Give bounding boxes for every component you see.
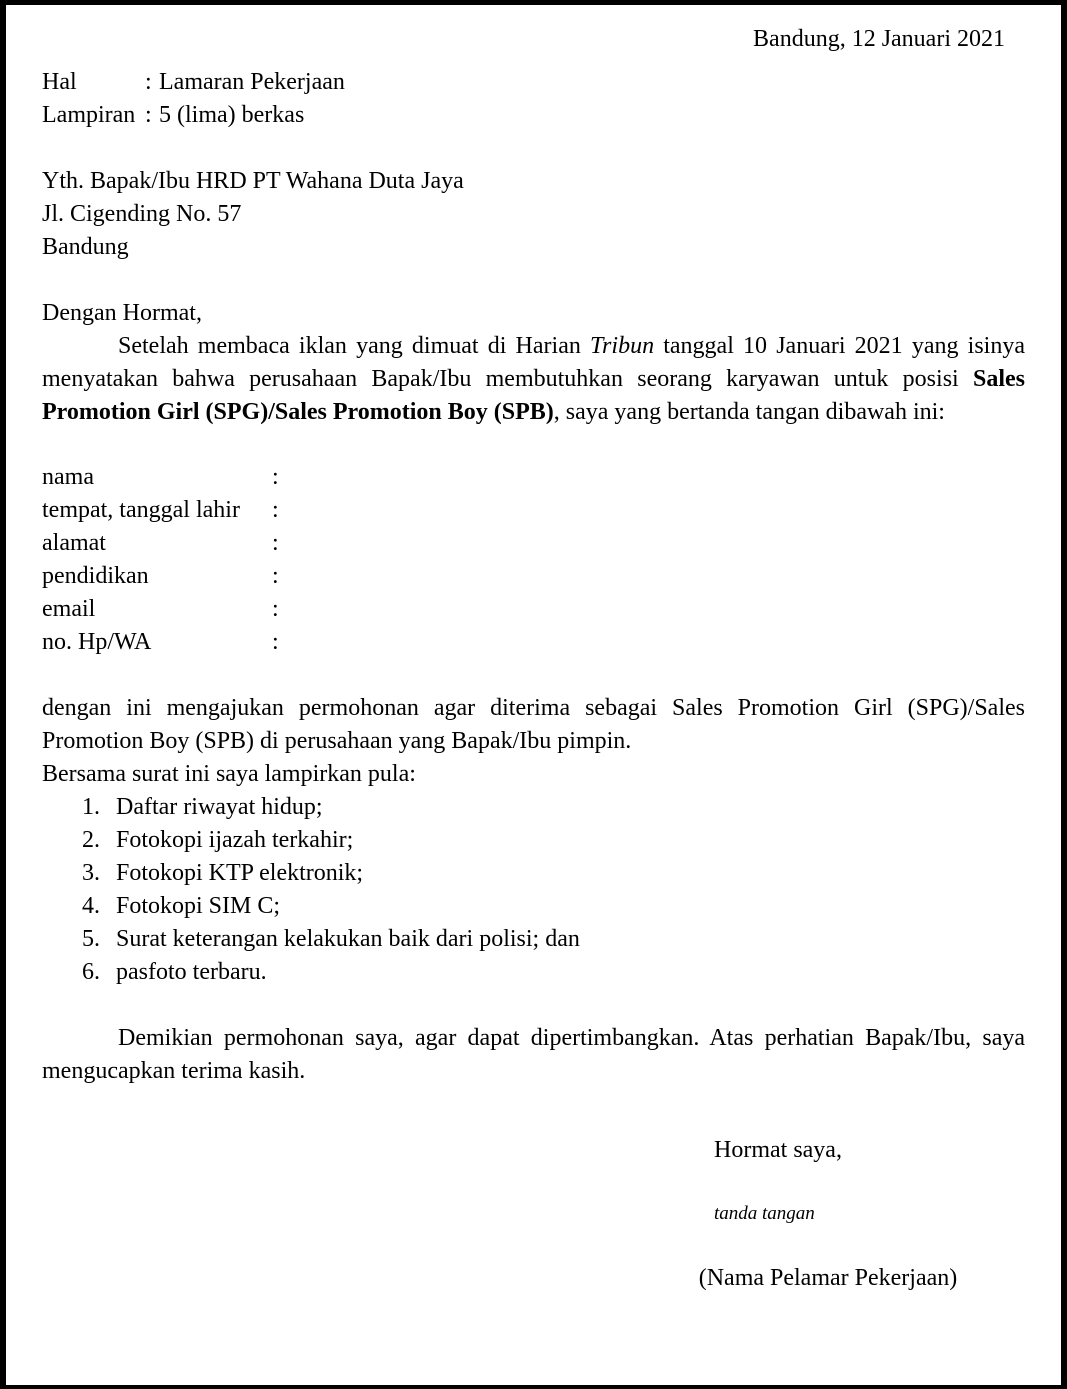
field-value-alamat[interactable] [292, 527, 1025, 560]
opening-part-1: Setelah membaca iklan yang dimuat di Harian [118, 333, 591, 359]
field-value-pendidikan[interactable] [292, 560, 1025, 593]
spacer-before-signature [714, 1094, 1025, 1134]
signature-placeholder: tanda tangan [714, 1203, 815, 1224]
subject-block [42, 66, 1025, 132]
field-label-alamat: alamat [42, 530, 106, 556]
field-colon-pendidikan: : [272, 563, 279, 589]
field-row [42, 560, 1025, 593]
hal-separator: : [145, 69, 152, 95]
lampiran-label: Lampiran [42, 102, 136, 128]
field-row [42, 626, 1025, 659]
hal-label: Hal [42, 69, 77, 95]
opening-paragraph [42, 330, 1025, 429]
field-colon-alamat: : [272, 530, 279, 556]
field-label-email: email [42, 596, 96, 622]
opening-part-3: , saya yang bertanda tangan dibawah ini: [553, 399, 945, 425]
date-line: Bandung, 12 Januari 2021 [753, 26, 1005, 52]
list-item-number: 4. [82, 893, 100, 919]
list-item-number: 1. [82, 794, 100, 820]
list-item-label: pasfoto terbaru. [116, 959, 267, 985]
list-item [42, 824, 1025, 857]
field-colon-no-hp-wa: : [272, 629, 279, 655]
addressee-line-3: Bandung [42, 234, 129, 260]
field-value-no-hp-wa[interactable] [292, 626, 1025, 659]
list-item-label: Fotokopi KTP elektronik; [116, 860, 364, 886]
field-label-tempat-tanggal-lahir: tempat, tanggal lahir [42, 497, 240, 523]
field-label-no-hp-wa: no. Hp/WA [42, 629, 152, 655]
field-row [42, 461, 1025, 494]
field-value-email[interactable] [292, 593, 1025, 626]
list-item-number: 3. [82, 860, 100, 886]
field-label-nama: nama [42, 464, 94, 490]
document-sheet [42, 23, 1025, 1385]
field-row [42, 527, 1025, 560]
addressee-line-2: Jl. Cigending No. 57 [42, 201, 242, 227]
list-item [42, 791, 1025, 824]
list-item-number: 2. [82, 827, 100, 853]
spacer-after-fields [42, 659, 1025, 692]
attachments-intro: Bersama surat ini saya lampirkan pula: [42, 761, 416, 787]
field-value-nama[interactable] [292, 461, 1025, 494]
field-row [42, 494, 1025, 527]
list-item [42, 923, 1025, 956]
field-label-pendidikan: pendidikan [42, 563, 149, 589]
list-item-label: Fotokopi ijazah terkahir; [116, 827, 354, 853]
addressee-line-1: Yth. Bapak/Ibu HRD PT Wahana Duta Jaya [42, 168, 464, 194]
list-item-number: 6. [82, 959, 100, 985]
list-item-number: 5. [82, 926, 100, 952]
field-row [42, 593, 1025, 626]
lampiran-value: 5 (lima) berkas [159, 102, 305, 128]
spacer-after-addressee [42, 264, 1025, 297]
closing-paragraph: Demikian permohonan saya, agar dapat dipertimbangkan. Atas perhatian Bapak/Ibu, saya mengucapkan terima kasih. [42, 1025, 1025, 1084]
attachments-list [42, 791, 1025, 989]
spacer-after-subject [42, 132, 1025, 165]
closing-salutation: Hormat saya, [714, 1137, 842, 1163]
list-item [42, 956, 1025, 989]
salutation: Dengan Hormat, [42, 300, 202, 326]
opening-part-2: tanggal 10 Januari 2021 yang isinya menyatakan bahwa perusahaan Bapak/Ibu membutuhkan seorang karyawan untuk posisi [42, 333, 1025, 392]
position-title: Sales Promotion Girl (SPG)/Sales Promotion Boy (SPB) [42, 366, 1025, 425]
applicant-fields [42, 461, 1025, 659]
field-colon-nama: : [272, 464, 279, 490]
field-colon-tempat-tanggal-lahir: : [272, 497, 279, 523]
hal-value: Lamaran Pekerjaan [159, 69, 345, 95]
field-colon-email: : [272, 596, 279, 622]
field-value-tempat-tanggal-lahir[interactable] [292, 494, 1025, 527]
list-item [42, 857, 1025, 890]
subject-row-hal [42, 66, 1025, 99]
list-item [42, 890, 1025, 923]
lampiran-separator: : [145, 102, 152, 128]
newspaper-name: Tribun [590, 333, 655, 359]
list-item-label: Fotokopi SIM C; [116, 893, 281, 919]
list-item-label: Daftar riwayat hidup; [116, 794, 323, 820]
request-paragraph: dengan ini mengajukan permohonan agar diterima sebagai Sales Promotion Girl (SPG)/Sales Promotion Boy (SPB) di perusahaan yang Bapak/Ibu pimpin. [42, 695, 1025, 754]
spacer-before-closing [42, 989, 1025, 1022]
signer-name: (Nama Pelamar Pekerjaan) [698, 1265, 958, 1291]
signature-block [698, 1094, 1025, 1295]
addressee-block [42, 165, 1025, 264]
list-item-label: Surat keterangan kelakukan baik dari polisi; dan [116, 926, 580, 952]
spacer-before-fields [42, 429, 1025, 453]
subject-row-lampiran [42, 99, 1025, 132]
